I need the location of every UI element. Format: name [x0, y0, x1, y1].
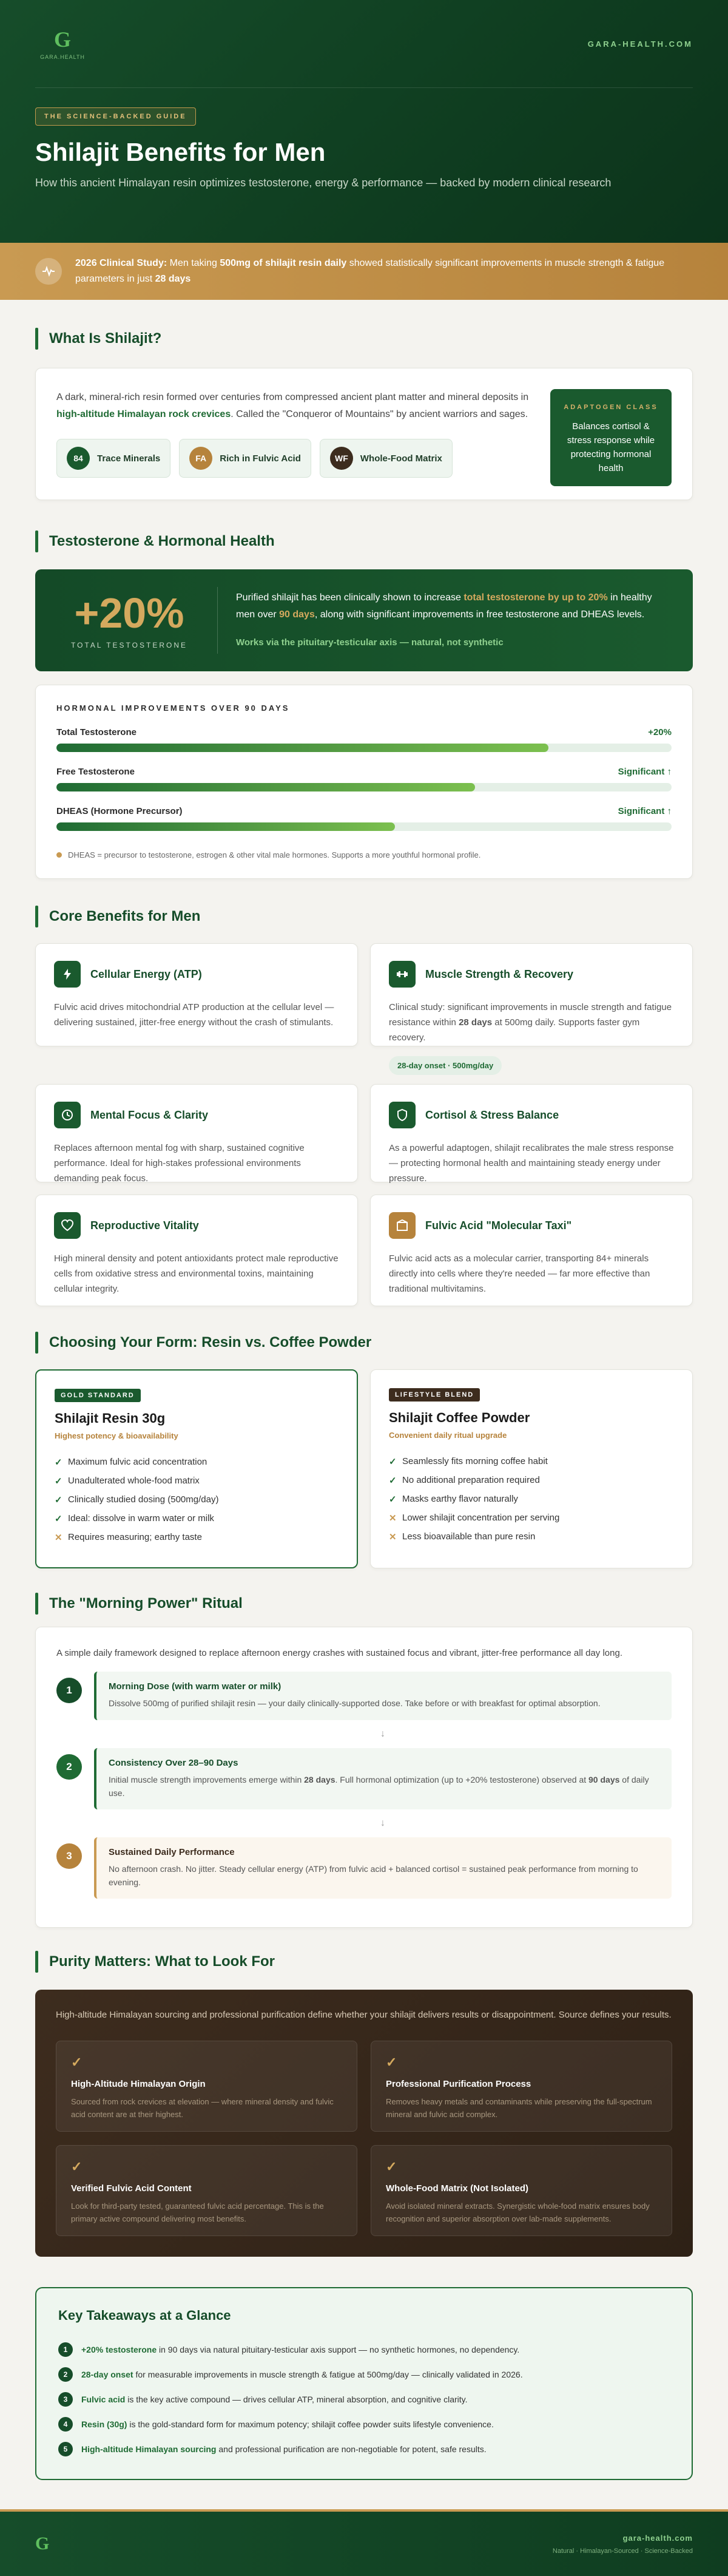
step-box — [94, 1748, 672, 1809]
section-title-ritual: The "Morning Power" Ritual — [35, 1591, 243, 1616]
footer-link[interactable]: gara-health.com — [622, 2533, 693, 2543]
list-item — [58, 2436, 670, 2461]
step-text — [109, 1773, 659, 1800]
ritual-step-3 — [56, 1837, 672, 1899]
takeaway-rest: is the gold-standard form for maximum potency; shilajit coffee powder suits lifestyle convenience. — [127, 2419, 494, 2429]
banner-dose: 500mg of shilajit resin daily — [220, 258, 347, 268]
benefit-title: Mental Focus & Clarity — [90, 1108, 209, 1121]
bar-fill — [56, 744, 548, 752]
benefit-card-vitality — [35, 1195, 358, 1306]
section-title-forms: Choosing Your Form: Resin vs. Coffee Powder — [35, 1330, 371, 1355]
purity-item — [371, 2041, 672, 2132]
arrow-down-icon: ↓ — [380, 1818, 385, 1828]
takeaway-rest: in 90 days via natural pituitary-testicular axis support — no synthetic hormones, no dependency. — [157, 2344, 520, 2354]
check-icon: ✓ — [71, 2055, 83, 2070]
bar-list — [56, 727, 672, 831]
list-item — [55, 1471, 339, 1490]
forms-section — [0, 1330, 406, 1355]
item-text: Masks earthy flavor naturally — [402, 1494, 518, 1504]
page-subtitle: How this ancient Himalayan resin optimizes testosterone, energy & performance — backed by modern clinical research — [35, 177, 612, 189]
benefit-title: Reproductive Vitality — [90, 1219, 199, 1232]
benefit-text: Fulvic acid acts as a molecular carrier, transporting 84+ minerals directly into cells where they're needed — far more effective than traditional multivitamins. — [389, 1253, 650, 1294]
takeaway-number: 2 — [58, 2367, 73, 2382]
benefit-title: Fulvic Acid "Molecular Taxi" — [425, 1219, 572, 1232]
benefit-card-fulvic — [370, 1195, 693, 1306]
testo-note: Works via the pituitary-testicular axis — natural, not synthetic — [236, 637, 504, 648]
step-text: Dissolve 500mg of purified shilajit resin — your daily clinically-supported dose. Take before or with breakfast for optimal absorption. — [109, 1698, 601, 1708]
list-item — [58, 2412, 670, 2436]
logo-mark: G — [53, 27, 71, 52]
bar-fill — [56, 783, 475, 791]
step-title: Morning Dose (with warm water or milk) — [109, 1681, 281, 1692]
ritual-step-2 — [56, 1748, 672, 1809]
benefit-text: As a powerful adaptogen, shilajit recalibrates the male stress response — protecting hormonal health and maintaining steady energy under pressure. — [389, 1143, 674, 1184]
item-text: Unadulterated whole-food matrix — [68, 1476, 200, 1486]
step-box — [94, 1672, 672, 1720]
check-icon: ✓ — [389, 1494, 397, 1505]
dumbbell-icon — [389, 961, 416, 988]
benefit-text — [389, 1000, 674, 1045]
testo-hl2: 90 days — [279, 609, 315, 620]
item-text: Clinically studied dosing (500mg/day) — [68, 1494, 219, 1505]
list-item — [389, 1452, 674, 1471]
bar-row — [56, 767, 672, 791]
chip-trace-minerals — [56, 439, 170, 478]
purity-item — [371, 2145, 672, 2236]
section-title-testo: Testosterone & Hormonal Health — [35, 529, 275, 554]
hormonal-note — [56, 850, 672, 859]
chip-label: Trace Minerals — [97, 453, 161, 464]
bar-row — [56, 727, 672, 752]
benefit-card-focus — [35, 1084, 358, 1182]
testo-t3: , along with significant improvements in free testosterone and DHEAS levels. — [314, 609, 645, 620]
banner-text — [75, 256, 693, 287]
list-item — [389, 1471, 674, 1490]
list-item — [389, 1527, 674, 1546]
divider — [217, 587, 218, 654]
check-icon: ✓ — [55, 1513, 62, 1524]
purity-grid — [56, 2041, 672, 2236]
takeaway-hl: High-altitude Himalayan sourcing — [81, 2444, 217, 2454]
bar-value: +20% — [648, 727, 672, 737]
benefit-text: High mineral density and potent antioxidants protect male reproductive cells from oxidative stress and environmental toxins, maintaining cellular integrity. — [54, 1253, 339, 1294]
ritual-section — [0, 1591, 278, 1616]
benefit-t1: Clinical study: significant improvements in muscle strength and fatigue resistance within — [389, 1002, 672, 1028]
list-item — [55, 1528, 339, 1547]
takeaway-number: 4 — [58, 2417, 73, 2432]
cross-icon: ✕ — [55, 1532, 62, 1543]
purity-card — [35, 1990, 693, 2257]
takeaway-number: 5 — [58, 2442, 73, 2456]
list-item — [55, 1452, 339, 1471]
list-item — [58, 2337, 670, 2362]
bar-value: Significant ↑ — [618, 806, 672, 816]
form-title: Shilajit Coffee Powder — [389, 1410, 530, 1425]
item-text: Requires measuring; earthy taste — [68, 1532, 202, 1542]
cross-icon: ✕ — [389, 1513, 397, 1524]
check-icon: ✓ — [389, 1475, 397, 1486]
bolt-icon — [54, 961, 81, 988]
testo-stat — [59, 591, 199, 649]
form-subtitle: Convenient daily ritual upgrade — [389, 1431, 507, 1440]
list-item — [58, 2387, 670, 2412]
ritual-card — [35, 1627, 693, 1928]
purity-text: Removes heavy metals and contaminants while preserving the full-spectrum mineral and fulvic acid complex. — [386, 2097, 652, 2119]
chip-fulvic-acid — [179, 439, 311, 478]
onset-pill: 28-day onset · 500mg/day — [389, 1056, 502, 1075]
testo-text — [236, 589, 661, 651]
logo-text: GARA.HEALTH — [40, 54, 85, 60]
resin-list — [55, 1452, 339, 1547]
bar-fill — [56, 822, 395, 831]
bar-name: Free Testosterone — [56, 767, 135, 777]
purity-section — [0, 1950, 310, 1974]
banner-lead: 2026 Clinical Study: — [75, 258, 167, 268]
takeaways-title: Key Takeaways at a Glance — [58, 2308, 231, 2323]
takeaways-card — [35, 2287, 693, 2480]
step-hl1: 28 days — [304, 1775, 335, 1785]
purity-text: Avoid isolated mineral extracts. Synergistic whole-food matrix ensures body recognition and superior absorption over lab-made supplements. — [386, 2201, 650, 2223]
benefit-card-muscle — [370, 943, 693, 1070]
coffee-list — [389, 1452, 674, 1546]
list-item — [55, 1509, 339, 1528]
chip-badge: 84 — [67, 447, 90, 470]
section-title-purity: Purity Matters: What to Look For — [35, 1950, 275, 1974]
banner-t1: Men taking — [167, 258, 220, 268]
bar-value: Significant ↑ — [618, 767, 672, 777]
takeaway-rest: and professional purification are non-negotiable for potent, safe results. — [216, 2444, 487, 2454]
takeaway-hl: 28-day onset — [81, 2369, 133, 2379]
chip-whole-food — [320, 439, 453, 478]
purity-title: High-Altitude Himalayan Origin — [71, 2079, 206, 2089]
step-number: 1 — [56, 1678, 82, 1703]
takeaway-hl: +20% testosterone — [81, 2344, 157, 2354]
banner-t2: showed statistically significant improvements in muscle strength & fatigue parameters in just — [75, 258, 665, 284]
step-number: 2 — [56, 1754, 82, 1780]
clinical-banner — [0, 243, 728, 300]
step-hl2: 90 days — [588, 1775, 620, 1785]
takeaway-rest: is the key active compound — drives cellular ATP, mineral absorption, and cognitive clarity. — [125, 2394, 468, 2404]
purity-title: Verified Fulvic Acid Content — [71, 2183, 192, 2194]
step-text: No afternoon crash. No jitter. Steady cellular energy (ATP) from fulvic acid + balanced cortisol = sustained peak performance from morning to evening. — [109, 1864, 638, 1887]
benefit-card-cortisol — [370, 1084, 693, 1182]
hormonal-label: HORMONAL IMPROVEMENTS OVER 90 DAYS — [56, 703, 290, 713]
footer-logo[interactable]: G — [35, 2534, 50, 2554]
step-t1: Initial muscle strength improvements emerge within — [109, 1775, 305, 1785]
benefit-title: Muscle Strength & Recovery — [425, 968, 574, 980]
takeaway-hl: Fulvic acid — [81, 2394, 126, 2404]
cross-icon: ✕ — [389, 1531, 397, 1542]
item-text: Less bioavailable than pure resin — [402, 1531, 536, 1542]
list-item — [58, 2362, 670, 2387]
bar-track — [56, 822, 672, 831]
bar-name: Total Testosterone — [56, 727, 136, 737]
item-text: No additional preparation required — [402, 1475, 540, 1485]
shield-icon — [389, 1102, 416, 1128]
check-icon: ✓ — [386, 2055, 397, 2070]
site-link[interactable]: GARA-HEALTH.COM — [587, 39, 693, 49]
resin-card — [35, 1369, 358, 1568]
coffee-card — [370, 1369, 693, 1568]
top-bar — [35, 0, 693, 88]
form-subtitle: Highest potency & bioavailability — [55, 1431, 178, 1440]
what-card — [35, 368, 693, 500]
check-icon: ✓ — [55, 1457, 62, 1468]
benefits-section — [0, 904, 235, 929]
purity-text: Look for third-party tested, guaranteed fulvic acid percentage. This is the primary active compound delivering most benefits. — [71, 2201, 324, 2223]
footer-tagline: Natural · Himalayan-Sourced · Science-Backed — [552, 2547, 693, 2555]
takeaways-list — [58, 2337, 670, 2461]
bar-track — [56, 783, 672, 791]
box-icon — [389, 1212, 416, 1239]
banner-days: 28 days — [155, 274, 191, 284]
chip-label: Rich in Fulvic Acid — [220, 453, 301, 464]
purity-text: Sourced from rock crevices at elevation — where mineral density and fulvic acid content are at their highest. — [71, 2097, 334, 2119]
form-tag: LIFESTYLE BLEND — [389, 1388, 480, 1402]
section-title-benefits: Core Benefits for Men — [35, 904, 200, 929]
footer — [0, 2509, 728, 2576]
benefit-t2: at 500mg daily. Supports faster gym recovery. — [389, 1017, 640, 1043]
item-text: Seamlessly fits morning coffee habit — [402, 1456, 548, 1466]
ritual-intro: A simple daily framework designed to replace afternoon energy crashes with sustained focus and vibrant, jitter-free performance all day long. — [56, 1648, 622, 1658]
list-item — [55, 1490, 339, 1509]
hero — [0, 0, 728, 243]
adaptogen-label: ADAPTOGEN CLASS — [564, 404, 658, 411]
list-item — [389, 1490, 674, 1508]
clock-icon — [54, 1102, 81, 1128]
step-title: Consistency Over 28–90 Days — [109, 1758, 238, 1768]
benefit-title: Cortisol & Stress Balance — [425, 1108, 559, 1121]
what-hl: high-altitude Himalayan rock crevices — [56, 409, 231, 419]
bar-row — [56, 806, 672, 831]
adaptogen-box — [550, 389, 672, 486]
purity-intro: High-altitude Himalayan sourcing and professional purification define whether your shilajit delivers results or disappointment. Source defines your results. — [56, 2010, 672, 2020]
hormonal-note-text: DHEAS = precursor to testosterone, estrogen & other vital male hormones. Supports a more youthful hormonal profile. — [68, 850, 481, 859]
testo-t2: in healthy men over — [236, 592, 652, 620]
chip-badge: WF — [330, 447, 353, 470]
item-text: Maximum fulvic acid concentration — [68, 1457, 207, 1467]
purity-item — [56, 2145, 357, 2236]
step-title: Sustained Daily Performance — [109, 1847, 235, 1857]
what-t1: A dark, mineral-rich resin formed over centuries from compressed ancient plant matter and mineral deposits in — [56, 392, 529, 402]
arrow-down-icon: ↓ — [380, 1729, 385, 1739]
chip-label: Whole-Food Matrix — [360, 453, 442, 464]
bar-name: DHEAS (Hormone Precursor) — [56, 806, 183, 816]
page-title: Shilajit Benefits for Men — [35, 138, 326, 166]
item-text: Lower shilajit concentration per serving — [402, 1513, 560, 1523]
what-t2: . Called the "Conqueror of Mountains" by ancient warriors and sages. — [231, 409, 528, 419]
benefit-title: Cellular Energy (ATP) — [90, 968, 202, 980]
step-number: 3 — [56, 1843, 82, 1869]
takeaway-number: 3 — [58, 2392, 73, 2407]
ritual-step-1 — [56, 1672, 672, 1720]
testo-section — [0, 529, 310, 554]
item-text: Ideal: dissolve in warm water or milk — [68, 1513, 214, 1524]
check-icon: ✓ — [386, 2159, 397, 2174]
form-title: Shilajit Resin 30g — [55, 1411, 166, 1426]
testo-t1: Purified shilajit has been clinically shown to increase — [236, 592, 464, 603]
guide-tag: THE SCIENCE-BACKED GUIDE — [35, 107, 196, 126]
takeaway-number: 1 — [58, 2342, 73, 2357]
step-t2: . Full hormonal optimization (up to +20% testosterone) observed at — [335, 1775, 589, 1785]
purity-item — [56, 2041, 357, 2132]
purity-title: Professional Purification Process — [386, 2079, 531, 2089]
benefit-text: Replaces afternoon mental fog with sharp, sustained cognitive performance. Ideal for high-stakes professional environments demanding peak focus. — [54, 1143, 305, 1184]
check-icon: ✓ — [389, 1456, 397, 1467]
bar-track — [56, 744, 672, 752]
takeaway-hl: Resin (30g) — [81, 2419, 127, 2429]
chip-badge: FA — [189, 447, 212, 470]
benefit-text: Fulvic acid drives mitochondrial ATP production at the cellular level — delivering sustained, jitter-free energy without the crash of stimulants. — [54, 1002, 334, 1028]
check-icon: ✓ — [55, 1494, 62, 1505]
testosterone-card — [35, 569, 693, 671]
takeaway-rest: for measurable improvements in muscle strength & fatigue at 500mg/day — clinically validated in 2026. — [133, 2369, 523, 2379]
benefit-card-energy — [35, 943, 358, 1046]
what-text — [56, 389, 530, 423]
step-t3: of daily use. — [109, 1775, 649, 1798]
form-tag: GOLD STANDARD — [55, 1389, 141, 1402]
testo-number: +20% — [74, 589, 184, 637]
purity-title: Whole-Food Matrix (Not Isolated) — [386, 2183, 528, 2194]
list-item — [389, 1508, 674, 1527]
heart-icon — [54, 1212, 81, 1239]
bullet-dot — [56, 852, 62, 858]
hormonal-card — [35, 685, 693, 879]
testo-hl1: total testosterone by up to 20% — [463, 592, 608, 603]
what-section — [0, 327, 197, 351]
logo[interactable] — [41, 27, 84, 60]
benefit-hl: 28 days — [459, 1017, 493, 1028]
adaptogen-text: Balances cortisol & stress response while protecting hormonal health — [567, 421, 655, 473]
testo-caption: TOTAL TESTOSTERONE — [70, 641, 188, 649]
check-icon: ✓ — [55, 1476, 62, 1486]
check-icon: ✓ — [71, 2159, 83, 2174]
pulse-icon — [35, 258, 62, 285]
section-title-what: What Is Shilajit? — [35, 327, 161, 351]
step-box — [94, 1837, 672, 1899]
